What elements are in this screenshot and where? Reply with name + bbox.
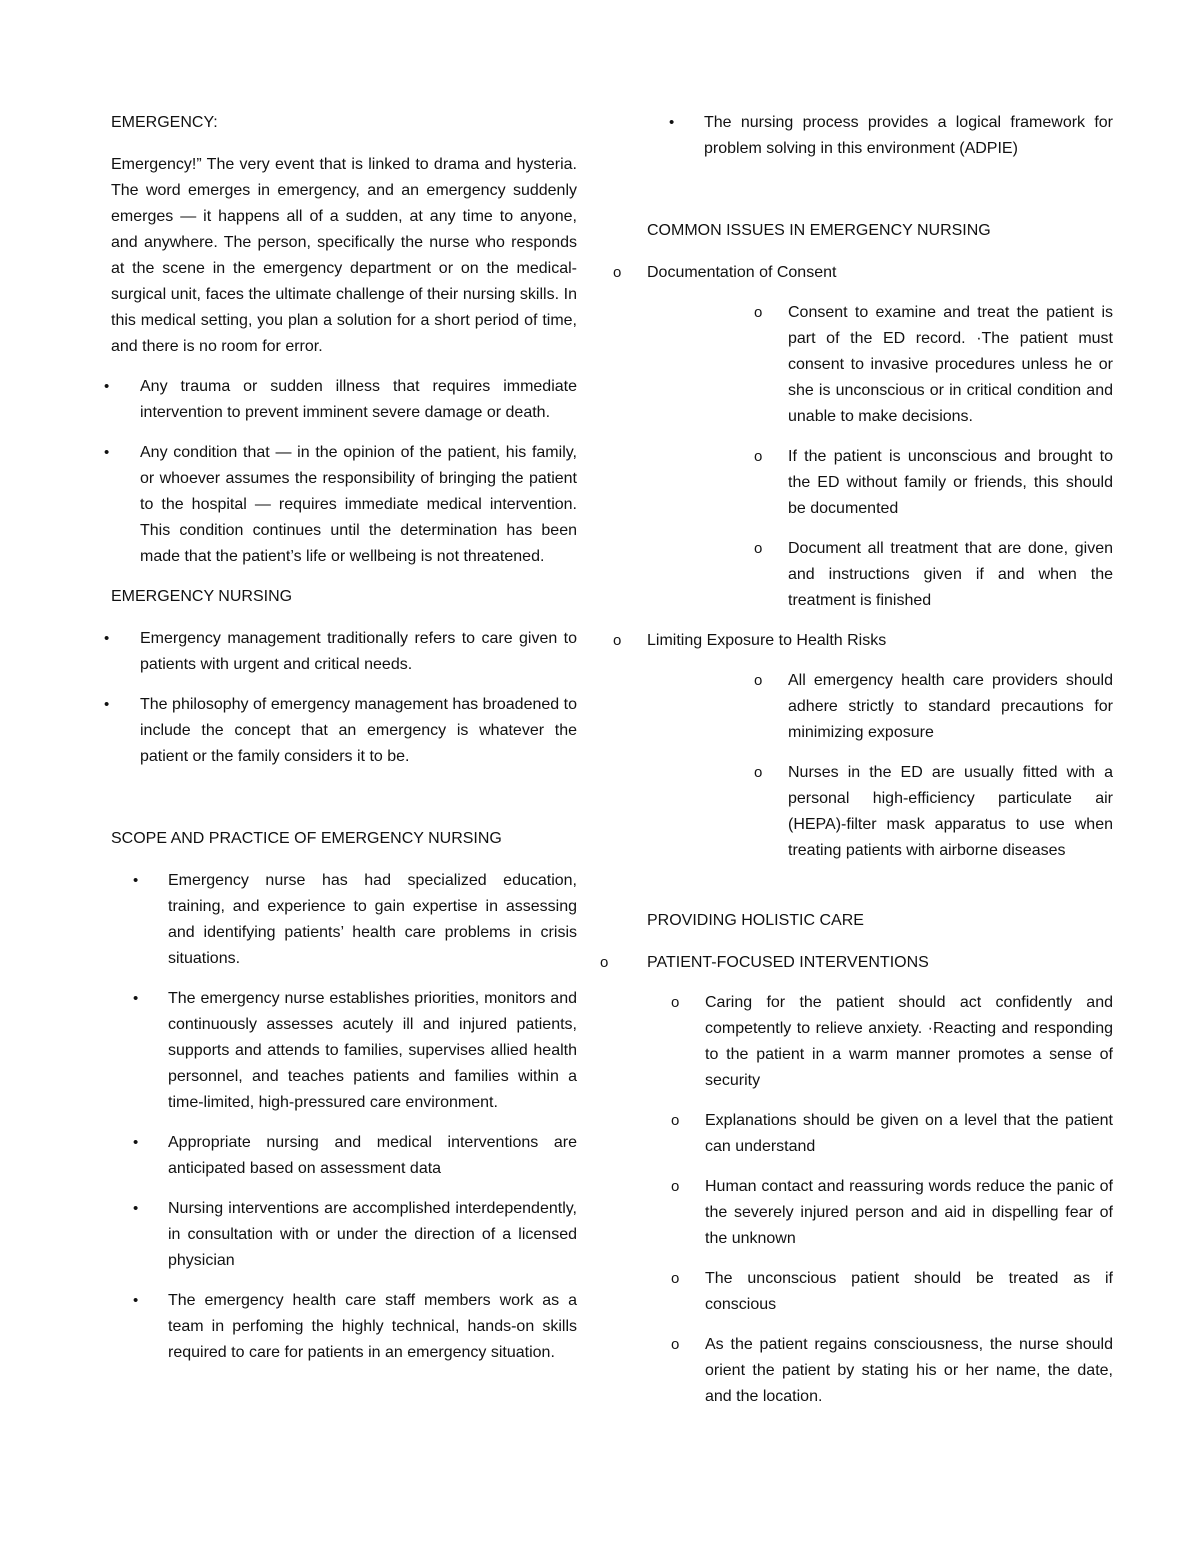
list-item bbox=[133, 1288, 577, 1366]
list-item bbox=[133, 986, 577, 1116]
list-item-text: Human contact and reassuring words reduce the panic of the severely injured person and aid in dispelling fear of the unknown bbox=[705, 1178, 1113, 1247]
bullet-marker: • bbox=[133, 1134, 139, 1151]
list-item-text: Appropriate nursing and medical interventions are anticipated based on assessment data bbox=[168, 1134, 577, 1177]
list-item bbox=[754, 760, 1113, 864]
list-item bbox=[133, 1130, 577, 1182]
bullet-marker: • bbox=[133, 1292, 139, 1309]
nursing-process-list bbox=[647, 110, 1113, 162]
emergency-nursing-heading: EMERGENCY NURSING bbox=[111, 588, 293, 605]
scope-list bbox=[111, 868, 577, 1366]
emergency-bullet-list bbox=[104, 374, 577, 570]
consent-section-label bbox=[613, 260, 1113, 286]
bullet-marker: • bbox=[104, 378, 110, 395]
list-item bbox=[671, 990, 1113, 1094]
list-item-text: The nursing process provides a logical framework for problem solving in this environment (ADPIE) bbox=[704, 114, 1113, 157]
list-item bbox=[104, 440, 577, 570]
list-item-text: Nurses in the ED are usually fitted with a personal high-efficiency particulate air (HEPA)-filter mask apparatus to use when treating patients with airborne diseases bbox=[788, 764, 1113, 859]
list-item bbox=[133, 1196, 577, 1274]
bullet-marker: • bbox=[133, 990, 139, 1007]
circle-marker: o bbox=[600, 954, 609, 971]
list-item bbox=[671, 1266, 1113, 1318]
patient-focused-heading-text: PATIENT-FOCUSED INTERVENTIONS bbox=[647, 954, 929, 971]
list-item bbox=[671, 1108, 1113, 1160]
list-item-text: The unconscious patient should be treated as if conscious bbox=[705, 1270, 1113, 1313]
circle-marker: o bbox=[754, 448, 763, 465]
right-column bbox=[600, 110, 1113, 1424]
emergency-paragraph: Emergency!” The very event that is linked to drama and hysteria. The word emerges in emergency, and an emergency suddenly emerges — it happens all of a sudden, at any time to anyone, and anywhere. The person, specifically the nurse who responds at the scene in the emergency department or on the medical-surgical unit, faces the ultimate challenge of their nursing skills. In this medical setting, you plan a solution for a short period of time, and there is no room for error. bbox=[111, 156, 577, 355]
list-item-text: The emergency nurse establishes priorities, monitors and continuously assesses acutely ill and injured patients, supports and attends to families, supervises allied health personnel, and teaches patients and families within a time-limited, high-pressured care environment. bbox=[168, 990, 577, 1111]
circle-marker: o bbox=[754, 540, 763, 557]
circle-marker: o bbox=[613, 632, 622, 649]
list-item-text: Caring for the patient should act confidently and competently to relieve anxiety. ·Reacting and responding to the patient in a warm manner promotes a sense of security bbox=[705, 994, 1113, 1089]
list-item-text: The philosophy of emergency management has broadened to include the concept that an emergency is whatever the patient or the family considers it to be. bbox=[140, 696, 577, 765]
circle-marker: o bbox=[671, 1270, 680, 1287]
list-item bbox=[133, 868, 577, 972]
list-item bbox=[104, 626, 577, 678]
list-item-text: Emergency nurse has had specialized education, training, and experience to gain expertise in assessing and identifying patients’ health care problems in crisis situations. bbox=[168, 872, 577, 967]
emergency-heading: EMERGENCY: bbox=[111, 114, 218, 131]
circle-marker: o bbox=[754, 304, 763, 321]
bullet-marker: • bbox=[133, 872, 139, 889]
bullet-marker: • bbox=[669, 114, 675, 131]
list-item-text: Explanations should be given on a level that the patient can understand bbox=[705, 1112, 1113, 1155]
list-item-text: Any trauma or sudden illness that requires immediate intervention to prevent imminent severe damage or death. bbox=[140, 378, 577, 421]
section-label-text: Limiting Exposure to Health Risks bbox=[647, 632, 887, 649]
patient-focused-heading bbox=[600, 950, 1113, 976]
list-item-text: All emergency health care providers should adhere strictly to standard precautions for minimizing exposure bbox=[788, 672, 1113, 741]
section-label-text: Documentation of Consent bbox=[647, 264, 837, 281]
consent-list bbox=[647, 300, 1113, 614]
exposure-list bbox=[647, 668, 1113, 864]
left-column bbox=[104, 110, 577, 1380]
circle-marker: o bbox=[754, 764, 763, 781]
list-item bbox=[669, 110, 1113, 162]
patient-focused-list bbox=[647, 990, 1113, 1410]
common-issues-heading: COMMON ISSUES IN EMERGENCY NURSING bbox=[647, 222, 991, 239]
list-item-text: Document all treatment that are done, given and instructions given if and when the treatment is finished bbox=[788, 540, 1113, 609]
list-item bbox=[754, 300, 1113, 430]
list-item bbox=[754, 536, 1113, 614]
scope-heading: SCOPE AND PRACTICE OF EMERGENCY NURSING bbox=[111, 830, 502, 847]
circle-marker: o bbox=[671, 1336, 680, 1353]
list-item bbox=[754, 444, 1113, 522]
list-item-text: Consent to examine and treat the patient is part of the ED record. ·The patient must consent to invasive procedures unless he or she is unconscious or in critical condition and unable to make decisions. bbox=[788, 304, 1113, 425]
bullet-marker: • bbox=[133, 1200, 139, 1217]
bullet-marker: • bbox=[104, 444, 110, 461]
circle-marker: o bbox=[671, 1112, 680, 1129]
list-item-text: Nursing interventions are accomplished interdependently, in consultation with or under the direction of a licensed physician bbox=[168, 1200, 577, 1269]
list-item-text: The emergency health care staff members work as a team in perfoming the highly technical, hands-on skills required to care for patients in an emergency situation. bbox=[168, 1292, 577, 1361]
circle-marker: o bbox=[613, 264, 622, 281]
list-item-text: Emergency management traditionally refers to care given to patients with urgent and critical needs. bbox=[140, 630, 577, 673]
circle-marker: o bbox=[671, 1178, 680, 1195]
circle-marker: o bbox=[671, 994, 680, 1011]
circle-marker: o bbox=[754, 672, 763, 689]
bullet-marker: • bbox=[104, 696, 110, 713]
bullet-marker: • bbox=[104, 630, 110, 647]
list-item bbox=[104, 374, 577, 426]
list-item bbox=[104, 692, 577, 770]
list-item-text: As the patient regains consciousness, the nurse should orient the patient by stating his or her name, the date, and the location. bbox=[705, 1336, 1113, 1405]
list-item bbox=[671, 1332, 1113, 1410]
list-item-text: Any condition that — in the opinion of the patient, his family, or whoever assumes the responsibility of bringing the patient to the hospital — requires immediate medical intervention. This condition continues until the determination has been made that the patient’s life or wellbeing is not threatened. bbox=[140, 444, 577, 565]
list-item bbox=[671, 1174, 1113, 1252]
list-item bbox=[754, 668, 1113, 746]
list-item-text: If the patient is unconscious and brought to the ED without family or friends, this should be documented bbox=[788, 448, 1113, 517]
exposure-section-label bbox=[613, 628, 1113, 654]
emergency-nursing-list bbox=[104, 626, 577, 770]
holistic-care-heading: PROVIDING HOLISTIC CARE bbox=[647, 912, 864, 929]
